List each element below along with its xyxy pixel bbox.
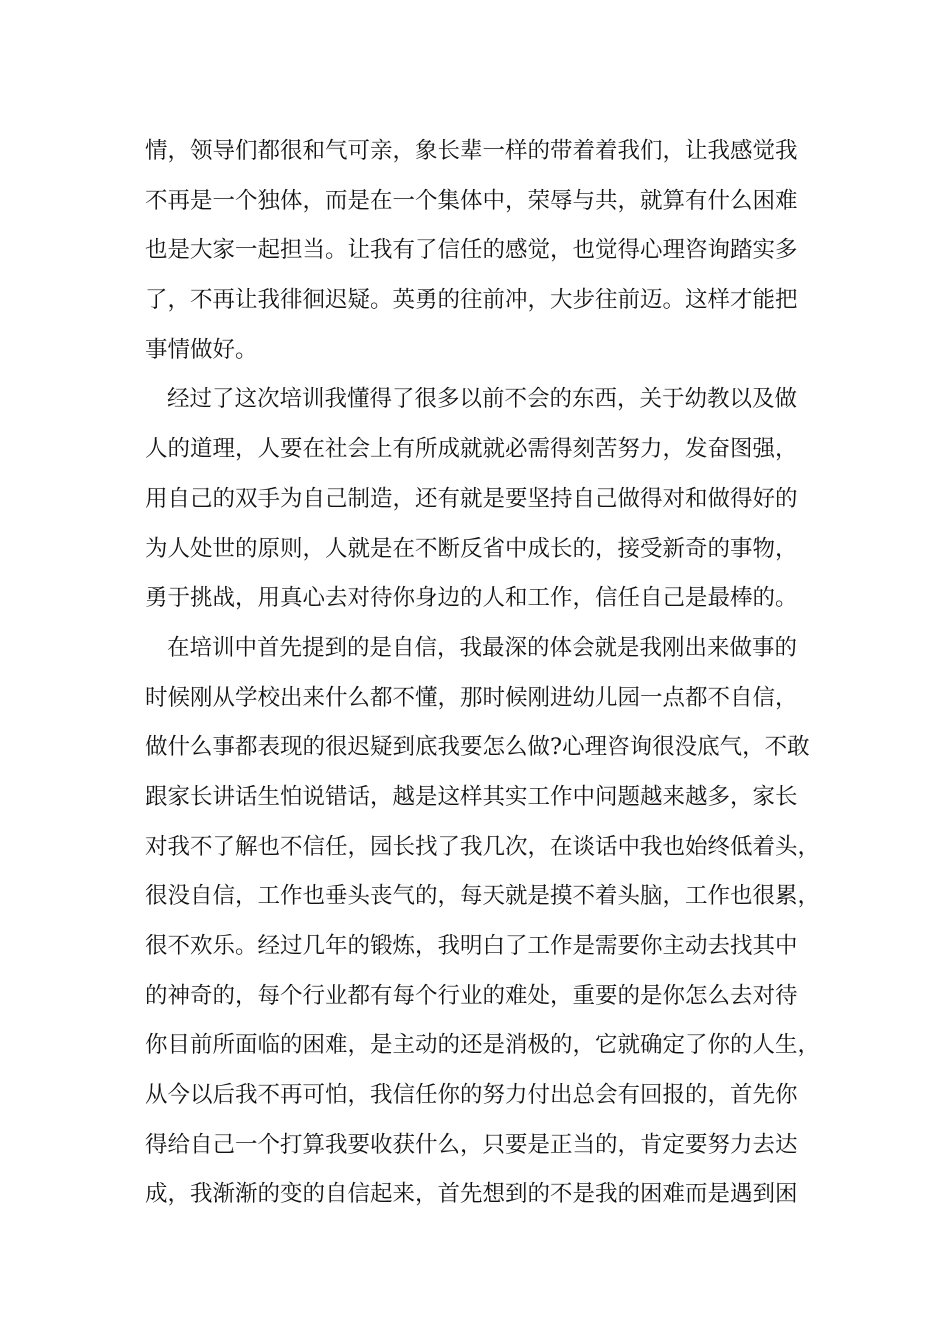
text-line: 得给自己一个打算我要收获什么，只要是正当的，肯定要努力去达	[145, 1131, 798, 1158]
text-line: 人的道理，人要在社会上有所成就就必需得刻苦努力，发奋图强，	[145, 436, 798, 463]
text-line: 为人处世的原则，人就是在不断反省中成长的，接受新奇的事物，	[145, 535, 798, 562]
text-line: 用自己的双手为自己制造，还有就是要坚持自己做得对和做得好的	[145, 485, 798, 512]
text-line: 勇于挑战，用真心去对待你身边的人和工作，信任自己是最棒的。	[145, 585, 798, 612]
text-line: 事情做好。	[145, 336, 258, 363]
text-line: 你目前所面临的困难，是主动的还是消极的，它就确定了你的人生，	[145, 1032, 821, 1059]
text-line: 也是大家一起担当。让我有了信任的感觉，也觉得心理咨询踏实多	[145, 237, 798, 264]
text-line: 对我不了解也不信任，园长找了我几次，在谈话中我也始终低着头，	[145, 833, 821, 860]
paragraph-start-line: 经过了这次培训我懂得了很多以前不会的东西，关于幼教以及做	[167, 386, 798, 413]
text-line: 时候刚从学校出来什么都不懂，那时候刚进幼儿园一点都不自信，	[145, 684, 798, 711]
text-line: 做什么事都表现的很迟疑到底我要怎么做?心理咨询很没底气，不敢	[145, 734, 810, 761]
text-line: 的神奇的，每个行业都有每个行业的难处，重要的是你怎么去对待	[145, 982, 798, 1009]
text-line: 了，不再让我徘徊迟疑。英勇的往前冲，大步往前迈。这样才能把	[145, 287, 798, 314]
text-line: 从今以后我不再可怕，我信任你的努力付出总会有回报的，首先你	[145, 1082, 798, 1109]
text-line: 情，领导们都很和气可亲，象长辈一样的带着着我们，让我感觉我	[145, 138, 798, 164]
body-text	[145, 127, 825, 1220]
text-line: 不再是一个独体，而是在一个集体中，荣辱与共，就算有什么困难	[145, 187, 798, 214]
text-line: 成，我渐渐的变的自信起来，首先想到的不是我的困难而是遇到困	[145, 1181, 798, 1208]
text-line: 很不欢乐。经过几年的锻炼，我明白了工作是需要你主动去找其中	[145, 933, 798, 959]
paragraph-start-line: 在培训中首先提到的是自信，我最深的体会就是我刚出来做事的	[167, 634, 798, 661]
text-line: 很没自信，工作也垂头丧气的，每天就是摸不着头脑，工作也很累，	[145, 883, 821, 910]
text-line: 跟家长讲话生怕说错话，越是这样其实工作中问题越来越多，家长	[145, 783, 798, 810]
